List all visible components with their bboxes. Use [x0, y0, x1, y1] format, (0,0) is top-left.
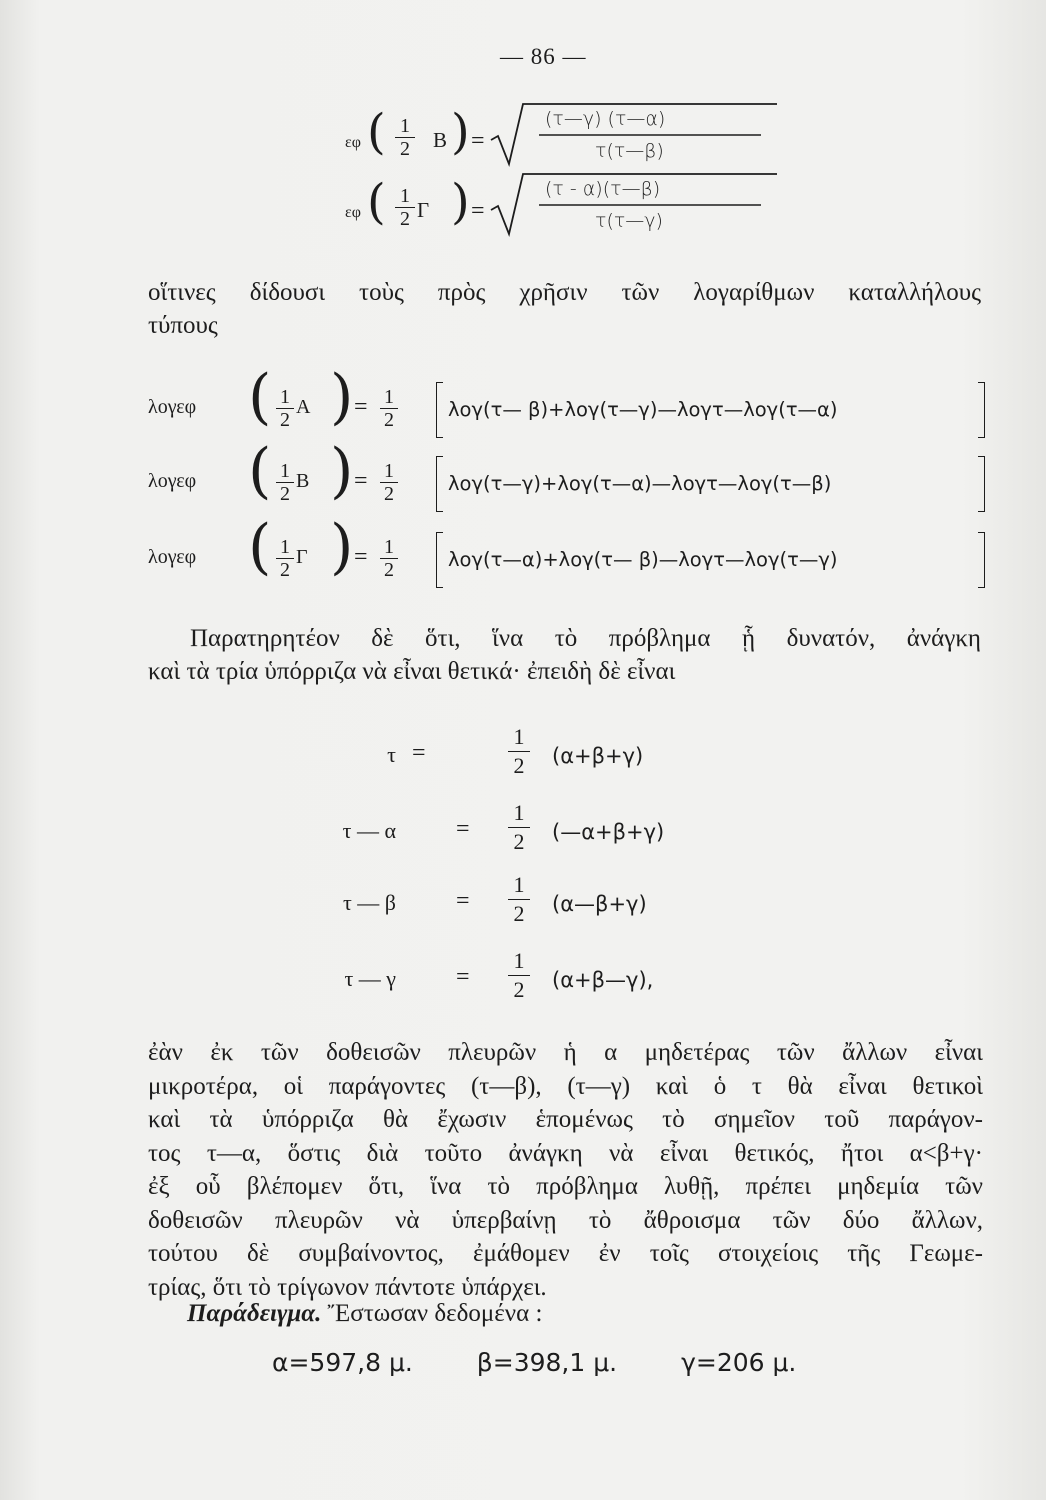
half-fraction [395, 186, 415, 229]
denominator: 2 [384, 559, 394, 581]
equation-rhs: (α+β+γ) [552, 744, 644, 768]
tau-equation [316, 800, 736, 860]
half-fraction [276, 538, 294, 579]
text-line: Παρατηρητέον δὲ ὅτι, ἵνα τὸ πρόβλημα ᾗ δυνατόν, ἀνάγκη [190, 625, 981, 652]
log-lhs: λογεφ [148, 470, 197, 492]
half-fraction [380, 538, 398, 579]
equals-sign: = [354, 544, 368, 570]
numerator: 1 [280, 460, 290, 482]
numerator: 1 [400, 185, 410, 207]
radicand-numerator: (τ—γ) (τ—α) [545, 108, 666, 130]
half-fraction [508, 726, 530, 777]
equation-lhs: τ — β [342, 890, 396, 915]
radical-formula [345, 104, 785, 178]
text-line: δοθεισῶν πλευρῶν νὰ ὑπερβαίνῃ τὸ ἄθροισμα τῶν δύο ἄλλων, [148, 1206, 983, 1234]
half-fraction [380, 462, 398, 503]
equation-lhs: τ [387, 742, 396, 767]
numerator: 1 [280, 386, 290, 408]
text-line: καὶ τὰ ὑπόρριζα θὰ ἔχωσιν ἑπομένως τὸ σημεῖον τοῦ παράγον- [148, 1106, 983, 1133]
equation-rhs: (α+β—γ), [552, 968, 654, 992]
text-line: ἐὰν ἐκ τῶν δοθεισῶν πλευρῶν ἡ α μηδετέρας τῶν ἄλλων εἶναι [148, 1039, 983, 1066]
page-number: — 86 — [500, 44, 587, 69]
example-label: Παράδειγμα. [187, 1300, 322, 1327]
open-bracket [436, 532, 443, 588]
equals-sign: = [471, 128, 485, 154]
numerator: 1 [513, 724, 525, 749]
radicand-numerator: (τ - α)(τ—β) [545, 178, 661, 200]
equation-rhs: (α—β+γ) [552, 892, 647, 916]
tau-equation [316, 872, 736, 932]
equals-sign: = [456, 888, 470, 914]
close-paren: ) [451, 174, 470, 230]
text-line: τύπους [148, 312, 218, 339]
equals-sign: = [471, 198, 485, 224]
open-paren: ( [248, 512, 272, 582]
tau-equation [316, 724, 736, 784]
text-line: οἵτινες δίδουσι τοὺς πρὸς χρῆσιν τῶν λογαρίθμων καταλλήλους [148, 279, 981, 306]
value-alpha: α=597,8 μ. [272, 1348, 413, 1377]
angle-label: Γ [417, 198, 430, 222]
equation-lhs: τ — γ [344, 966, 396, 991]
open-paren: ( [367, 174, 386, 230]
denominator: 2 [400, 138, 410, 160]
half-fraction [276, 462, 294, 503]
denominator: 2 [280, 409, 290, 431]
half-fraction [395, 116, 415, 159]
angle-label: Β [296, 470, 310, 492]
numerator: 1 [280, 536, 290, 558]
equation-lhs: τ — α [342, 818, 396, 843]
equals-sign: = [354, 394, 368, 420]
numerator: 1 [384, 386, 394, 408]
open-paren: ( [248, 436, 272, 506]
text-line: τρίας, ὅτι τὸ τρίγωνον πάντοτε ὑπάρχει. [148, 1273, 547, 1301]
close-paren: ) [330, 512, 354, 582]
close-paren: ) [330, 362, 354, 432]
close-bracket [978, 382, 985, 438]
numerator: 1 [384, 536, 394, 558]
function-name: εφ [345, 134, 361, 151]
function-name: εφ [345, 204, 361, 221]
example-line [187, 1300, 542, 1328]
log-body: λογ(τ—γ)+λογ(τ—α)—λογτ—λογ(τ—β) [448, 472, 832, 495]
denominator: 2 [280, 559, 290, 581]
close-paren: ) [451, 104, 470, 160]
text-line: τος τ—α, ὅστις διὰ τοῦτο ἀνάγκη νὰ εἶναι θετικός, ἤτοι α<β+γ· [148, 1139, 983, 1167]
open-bracket [436, 382, 443, 438]
radicand-denominator: τ(τ—β) [595, 140, 664, 162]
log-lhs: λογεφ [148, 396, 197, 418]
conclusion-paragraph [148, 1036, 983, 1304]
value-gamma: γ=206 μ. [681, 1348, 797, 1377]
denominator: 2 [384, 409, 394, 431]
log-body: λογ(τ— β)+λογ(τ—γ)—λογτ—λογ(τ—α) [448, 398, 838, 421]
close-bracket [978, 532, 985, 588]
denominator: 2 [400, 208, 410, 230]
denominator: 2 [513, 753, 525, 778]
half-fraction [508, 802, 530, 853]
denominator: 2 [384, 483, 394, 505]
text-line: ἐξ οὗ βλέπομεν ὅτι, ἵνα τὸ πρόβλημα λυθῇ, πρέπει μηδεμία τῶν [148, 1173, 983, 1200]
equals-sign: = [354, 468, 368, 494]
close-paren: ) [330, 436, 354, 506]
text-line: τούτου δὲ συμβαίνοντος, ἐμάθομεν ἐν τοῖς στοιχείοις τῆς Γεωμε- [148, 1240, 983, 1267]
numerator: 1 [513, 800, 525, 825]
text-line: καὶ τὰ τρία ὑπόρριζα νὰ εἶναι θετικά· ἐπειδὴ δὲ εἶναι [148, 658, 676, 685]
close-bracket [978, 456, 985, 512]
log-formula [148, 362, 998, 446]
equals-sign: = [456, 964, 470, 990]
denominator: 2 [513, 977, 525, 1002]
log-formula [148, 436, 998, 520]
open-paren: ( [248, 362, 272, 432]
half-fraction [276, 388, 294, 429]
note-paragraph [148, 622, 981, 688]
half-fraction [508, 874, 530, 925]
angle-label: Α [296, 396, 311, 418]
numerator: 1 [513, 948, 525, 973]
radicand-denominator: τ(τ—γ) [595, 210, 663, 232]
equals-sign: = [456, 816, 470, 842]
denominator: 2 [280, 483, 290, 505]
log-lhs: λογεφ [148, 546, 197, 568]
half-fraction [380, 388, 398, 429]
text-line: μικροτέρα, οἱ παράγοντες (τ—β), (τ—γ) καὶ ὁ τ θὰ εἶναι θετικοὶ [148, 1072, 983, 1100]
given-values [272, 1348, 860, 1377]
angle-label: Β [433, 128, 448, 152]
numerator: 1 [400, 115, 410, 137]
open-paren: ( [367, 104, 386, 160]
angle-label: Γ [296, 546, 308, 568]
open-bracket [436, 456, 443, 512]
denominator: 2 [513, 829, 525, 854]
radical-formula [345, 174, 785, 248]
value-beta: β=398,1 μ. [476, 1348, 618, 1377]
numerator: 1 [513, 872, 525, 897]
tau-equation [316, 948, 736, 1008]
denominator: 2 [513, 901, 525, 926]
equation-rhs: (—α+β+γ) [552, 820, 665, 844]
example-text: Ἔστωσαν δεδομένα : [321, 1300, 543, 1327]
intro-paragraph [148, 276, 981, 342]
log-body: λογ(τ—α)+λογ(τ— β)—λογτ—λογ(τ—γ) [448, 548, 838, 571]
log-formula [148, 512, 998, 596]
equals-sign: = [412, 740, 426, 766]
numerator: 1 [384, 460, 394, 482]
half-fraction [508, 950, 530, 1001]
